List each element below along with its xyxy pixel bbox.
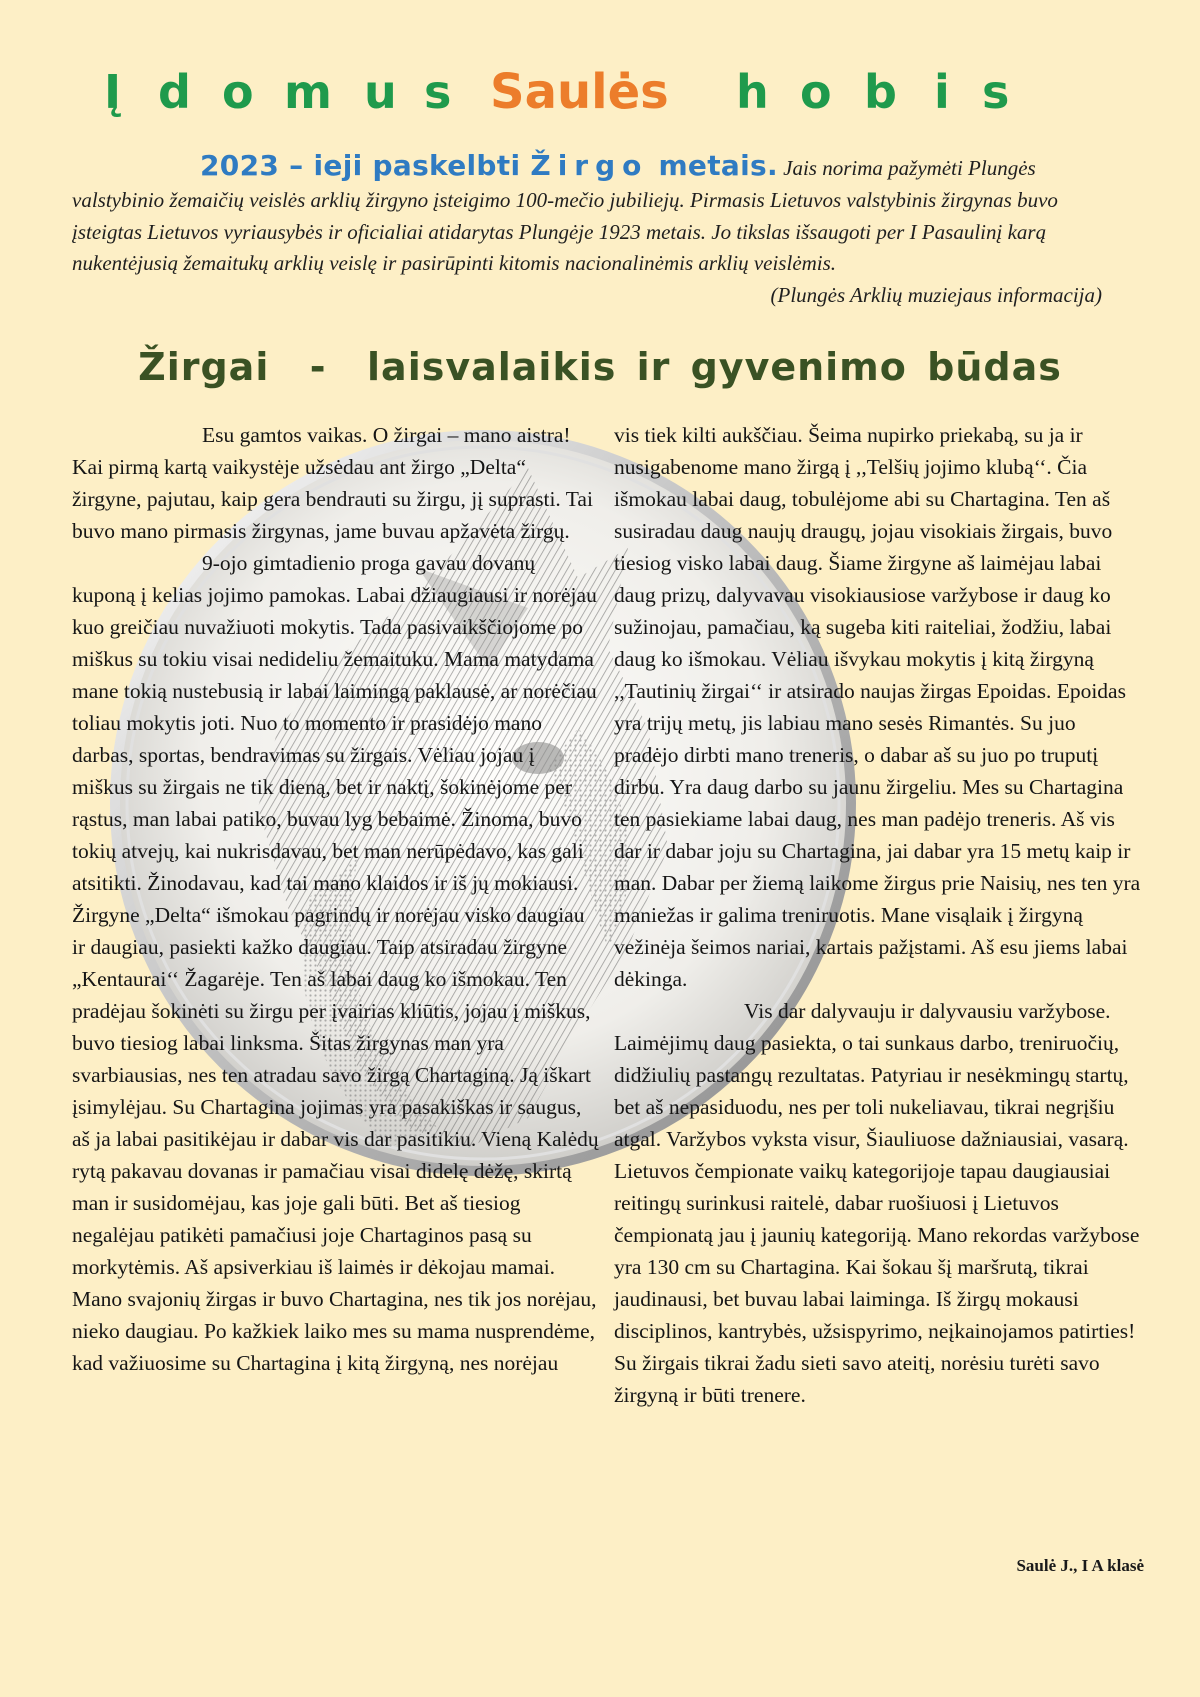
- title-letter: Į: [104, 65, 122, 119]
- title-letter: s: [982, 65, 1010, 119]
- paragraph: 9-ojo gimtadienio proga gavau dovanų kuponą į kelias jojimo pamokas. Labai džiaugiausi ir norėjau kuo greičiau nuvažiuoti mokytis. Tada pasivaikščiojome po miškus su tokiu visai nedideliu žemaituku. Mama matydama mane tokią nustebusią ir labai laimingą paklausė, ar norėčiau toliau mokytis joti. Nuo to momento ir prasidėjo mano darbas, sportas, bendravimas su žirgais. Vėliau jojau į miškus su žirgais ne tik dieną, bet ir naktį, šokinėjome per rąstus, man labai patiko, buvau lyg bebaimė. Žinoma, buvo tokių atvejų, kai nukrisdavau, bet man nerūpėdavo, kas gali atsitikti. Žinodavau, kad tai mano klaidos ir iš jų mokiausi. Žirgyne „Delta“ išmokau pagrindų ir norėjau visko daugiau ir daugiau, pasiekti kažko daugiau. Taip atsiradau žirgyne „Kentaurai‘‘ Žagarėje. Ten aš labai daug ko išmokau. Ten pradėjau šokinėti su žirgu per įvairias kliūtis, jojau į miškus, buvo tiesiog labai linksma. Šitas žirgynas man yra svarbiausias, nes ten atradau savo žirgą Chartaginą. Ją iškart įsimylėjau. Su Chartagina jojimas yra pasakiškas ir saugus, aš ja labai pasitikėjau ir dabar vis dar pasitikiu. Vieną Kalėdų rytą pakavau dovanas ir pamačiau visai didelę dėžę, skirtą man ir susidomėjau, kas joje gali būti. Bet aš tiesiog negalėjau patikėti pamačiusi joje Chartaginos pasą su morkytėmis. Aš apsiverkiau iš laimės ir dėkojau mamai. Mano svajonių žirgas ir buvo Chartagina, nes tik jos norėjau, nieko daugiau. Po kažkiek laiko mes su mama nusprendėme, kad važiuosime su Chartagina į kitą žirgyną, nes norėjau: [72, 551, 599, 1375]
- title-letter: u: [364, 65, 397, 119]
- paragraph: Vis dar dalyvauju ir dalyvausiu varžybose. Laimėjimų daug pasiekta, o tai sunkaus darbo, treniruočių, didžiulių pastangų rezultatas. Patyriau ir nesėkmingų startų, bet aš nepasiduodu, nes per toli nukeliavau, tikrai negrįšiu atgal. Varžybos vyksta visur, Šiauliuose dažniausiai, vasarą. Lietuvos čempionate vaikų kategorijoje tapau daugiausiai reitingų surinkusi raitelė, dabar ruošiuosi į Lietuvos čempionatą jau į jaunių kategoriją. Mano rekordas varžybose yra 130 cm su Chartagina. Kai šokau šį maršrutą, tikrai jaudinausi, bet buvau labai laiminga. Iš žirgų mokausi disciplinos, kantrybės, užsispyrimo, neįkainojamos patirties!: [614, 999, 1140, 1343]
- author-signature: Saulė J., I A klasė: [1016, 1556, 1144, 1575]
- page-title: [0, 62, 1200, 122]
- headline-part: metais.: [648, 149, 778, 182]
- title-letter: h: [736, 65, 769, 119]
- paragraph: Su žirgais tikrai žadu sieti savo ateitį, norėsiu turėti savo žirgyną ir būti trenere.: [614, 1351, 1100, 1407]
- paragraph: vis tiek kilti aukščiau. Šeima nupirko priekabą, su ja ir nusigabenome mano žirgą į ,,Telšių jojimo klubą‘‘. Čia išmokau labai daug, tobulėjome abi su Chartagina. Ten aš susiradau daug naujų draugų, jojau visokiais žirgais, buvo tiesiog visko labai daug. Šiame žirgyne aš laimėjau labai daug prizų, dalyvavau visokiausiose varžybose ir daug ko sužinojau, pamačiau, ką sugeba kiti raiteliai, žodžiu, labai daug ko išmokau. Vėliau išvykau mokytis į kitą žirgyną ,,Tautinių žirgai‘‘ ir atsirado naujas žirgas Epoidas. Epoidas yra trijų metų, jis labiau mano sesės Rimantės. Su juo pradėjo dirbti mano treneris, o dabar aš su juo po truputį dirbu. Yra daug darbo su jaunu žirgeliu. Mes su Chartagina ten pasiekiame labai daug, nes man padėjo treneris. Aš vis dar ir dabar joju su Chartagina, jai dabar yra 15 metų kaip ir man. Dabar per žiemą laikome žirgus prie Naisių, nes ten yra maniežas ir galima treniruotis. Mane visąlaik į žirgyną vežinėja šeimos nariai, kartais pažįstami. Aš esu jiems labai dėkinga.: [614, 423, 1141, 991]
- intro-headline: [200, 149, 778, 182]
- paragraph: Esu gamtos vaikas. O žirgai – mano aistra! Kai pirmą kartą vaikystėje užsėdau ant žirgo „Delta“ žirgyne, pajutau, kaip gera bendrauti su žirgu, jį suprasti. Tai buvo mano pirmasis žirgynas, jame buvau apžavėta žirgų.: [72, 423, 593, 543]
- title-letter: d: [158, 65, 191, 119]
- headline-part: Žirgo: [530, 149, 649, 182]
- title-letter: o: [800, 65, 832, 119]
- title-letter: b: [864, 65, 897, 119]
- intro-text: Jais norima pažymėti Plungės valstybinio žemaičių veislės arklių žirgyno įsteigimo 100-mečio jubiliejų. Pirmasis Lietuvos valstybinis žirgynas buvo įsteigtas Lietuvos vyriausybės ir oficialiai atidarytas Plungėje 1923 metais. Jo tikslas išsaugoti per I Pasaulinį karą nukentėjusią žemaitukų arklių veislę ir pasirūpinti kitomis nacionalinėmis arklių veislėmis.: [72, 156, 1058, 276]
- title-name: Saulės: [490, 64, 669, 120]
- headline-part: 2023 – ieji paskelbti: [200, 149, 531, 182]
- title-letter: o: [222, 65, 254, 119]
- intro-source: (Plungės Arklių muziejaus informacija): [770, 283, 1102, 308]
- article-title: Žirgai - laisvalaikis ir gyvenimo būdas: [138, 345, 1062, 389]
- title-letter: m: [284, 65, 332, 119]
- article-column-right: [614, 419, 1144, 1411]
- article-column-left: [72, 419, 600, 1379]
- intro-paragraph: [72, 150, 1132, 312]
- title-letter: s: [424, 65, 452, 119]
- title-letter: i: [934, 65, 950, 119]
